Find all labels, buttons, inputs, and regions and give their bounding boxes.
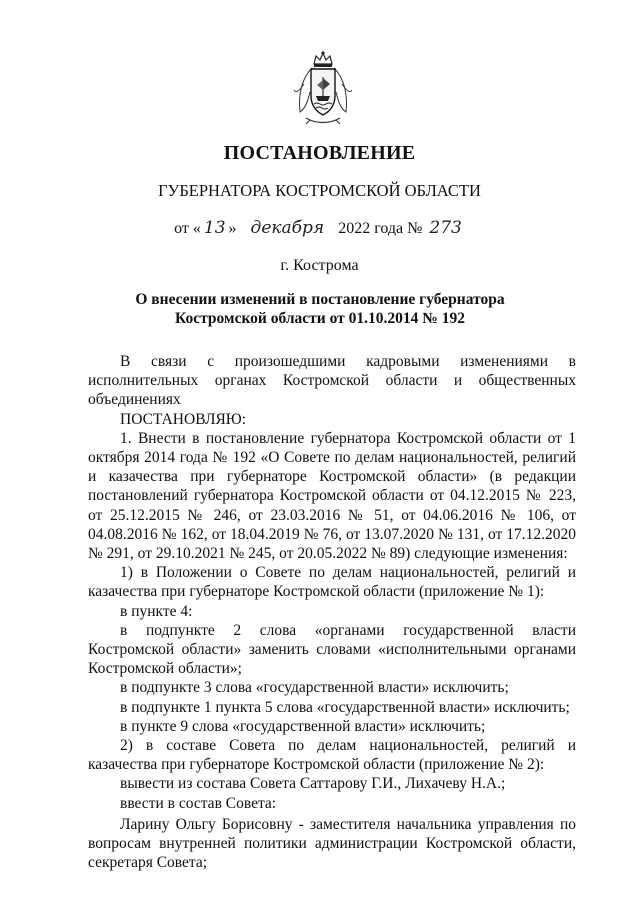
paragraph-point-5: в подпункте 1 пункта 5 слова «государственной власти» исключить; [120,698,570,716]
handwritten-month: декабря [250,218,325,238]
paragraph-subpoint-3: в подпункте 3 слова «государственной власти» исключить; [120,679,509,697]
paragraph-remove-members: вывести из состава Совета Саттарову Г.И., Лихачеву Н.А.; [120,775,506,793]
handwritten-day: 13 [203,218,226,238]
city-line: г. Кострома [280,257,359,274]
date-prefix: от « [174,220,201,237]
subject-line-2: Костромской области от 01.10.2014 № 192 [175,310,465,327]
document-title: ПОСТАНОВЛЕНИЕ [223,142,416,164]
paragraph-point-4: в пункте 4: [120,602,193,620]
paragraph-resolve: ПОСТАНОВЛЯЮ: [120,410,247,428]
paragraph-point-9: в пункте 9 слова «государственной власти» исключить; [120,717,486,735]
paragraph-subitem-1: 1) в Положении о Совете по делам национальностей, религий и казачества при губернаторе Костромской области (приложение № 1): [88,564,576,601]
paragraph-subpoint-2: в подпункте 2 слова «органами государственной власти Костромской области» заменить словами «исполнительными органами Костромской области»; [88,621,576,678]
issuer-line: ГУБЕРНАТОРА КОСТРОМСКОЙ ОБЛАСТИ [158,181,481,200]
paragraph-item-1: 1. Внести в постановление губернатора Костромской области от 1 октября 2014 года № 192 «О Совете по делам национальностей, религий и казачества при губернаторе Костромской области» (в редакции постановлений губернатора Костромской области от 04.12.2015 № 223, от 25.12.2015 № 246, от 23.03.2016 № 51, от 04.06.2016 № 106, от 04.08.2016 № 162, от 18.04.2019 № 76, от 13.07.2020 № 131, от 17.12.2020 № 291, от 29.10.2021 № 245, от 20.05.2022 № 89) следующие изменения: [88,429,576,563]
subject-line-1: О внесении изменений в постановление губернатора [135,291,505,308]
handwritten-number: 273 [429,218,462,238]
paragraph-preamble: В связи с произошедшими кадровыми изменениями в исполнительных органах Костромской области и общественных объединениях [88,353,576,409]
document-subject [100,290,540,328]
document-body [88,352,576,872]
paragraph-add-members: ввести в состав Совета: [120,794,277,812]
paragraph-subitem-2: 2) в составе Совета по делам национальностей, религий и казачества при губернаторе Костромской области (приложение № 2): [88,737,576,774]
coat-of-arms-emblem [292,50,354,126]
paragraph-new-member: Ларину Ольгу Борисовну - заместителя начальника управления по вопросам внутренней политики администрации Костромской области, секретаря Совета; [88,815,576,872]
date-year: 2022 года № [338,220,423,237]
date-line [0,218,639,238]
date-close: » [228,220,237,237]
